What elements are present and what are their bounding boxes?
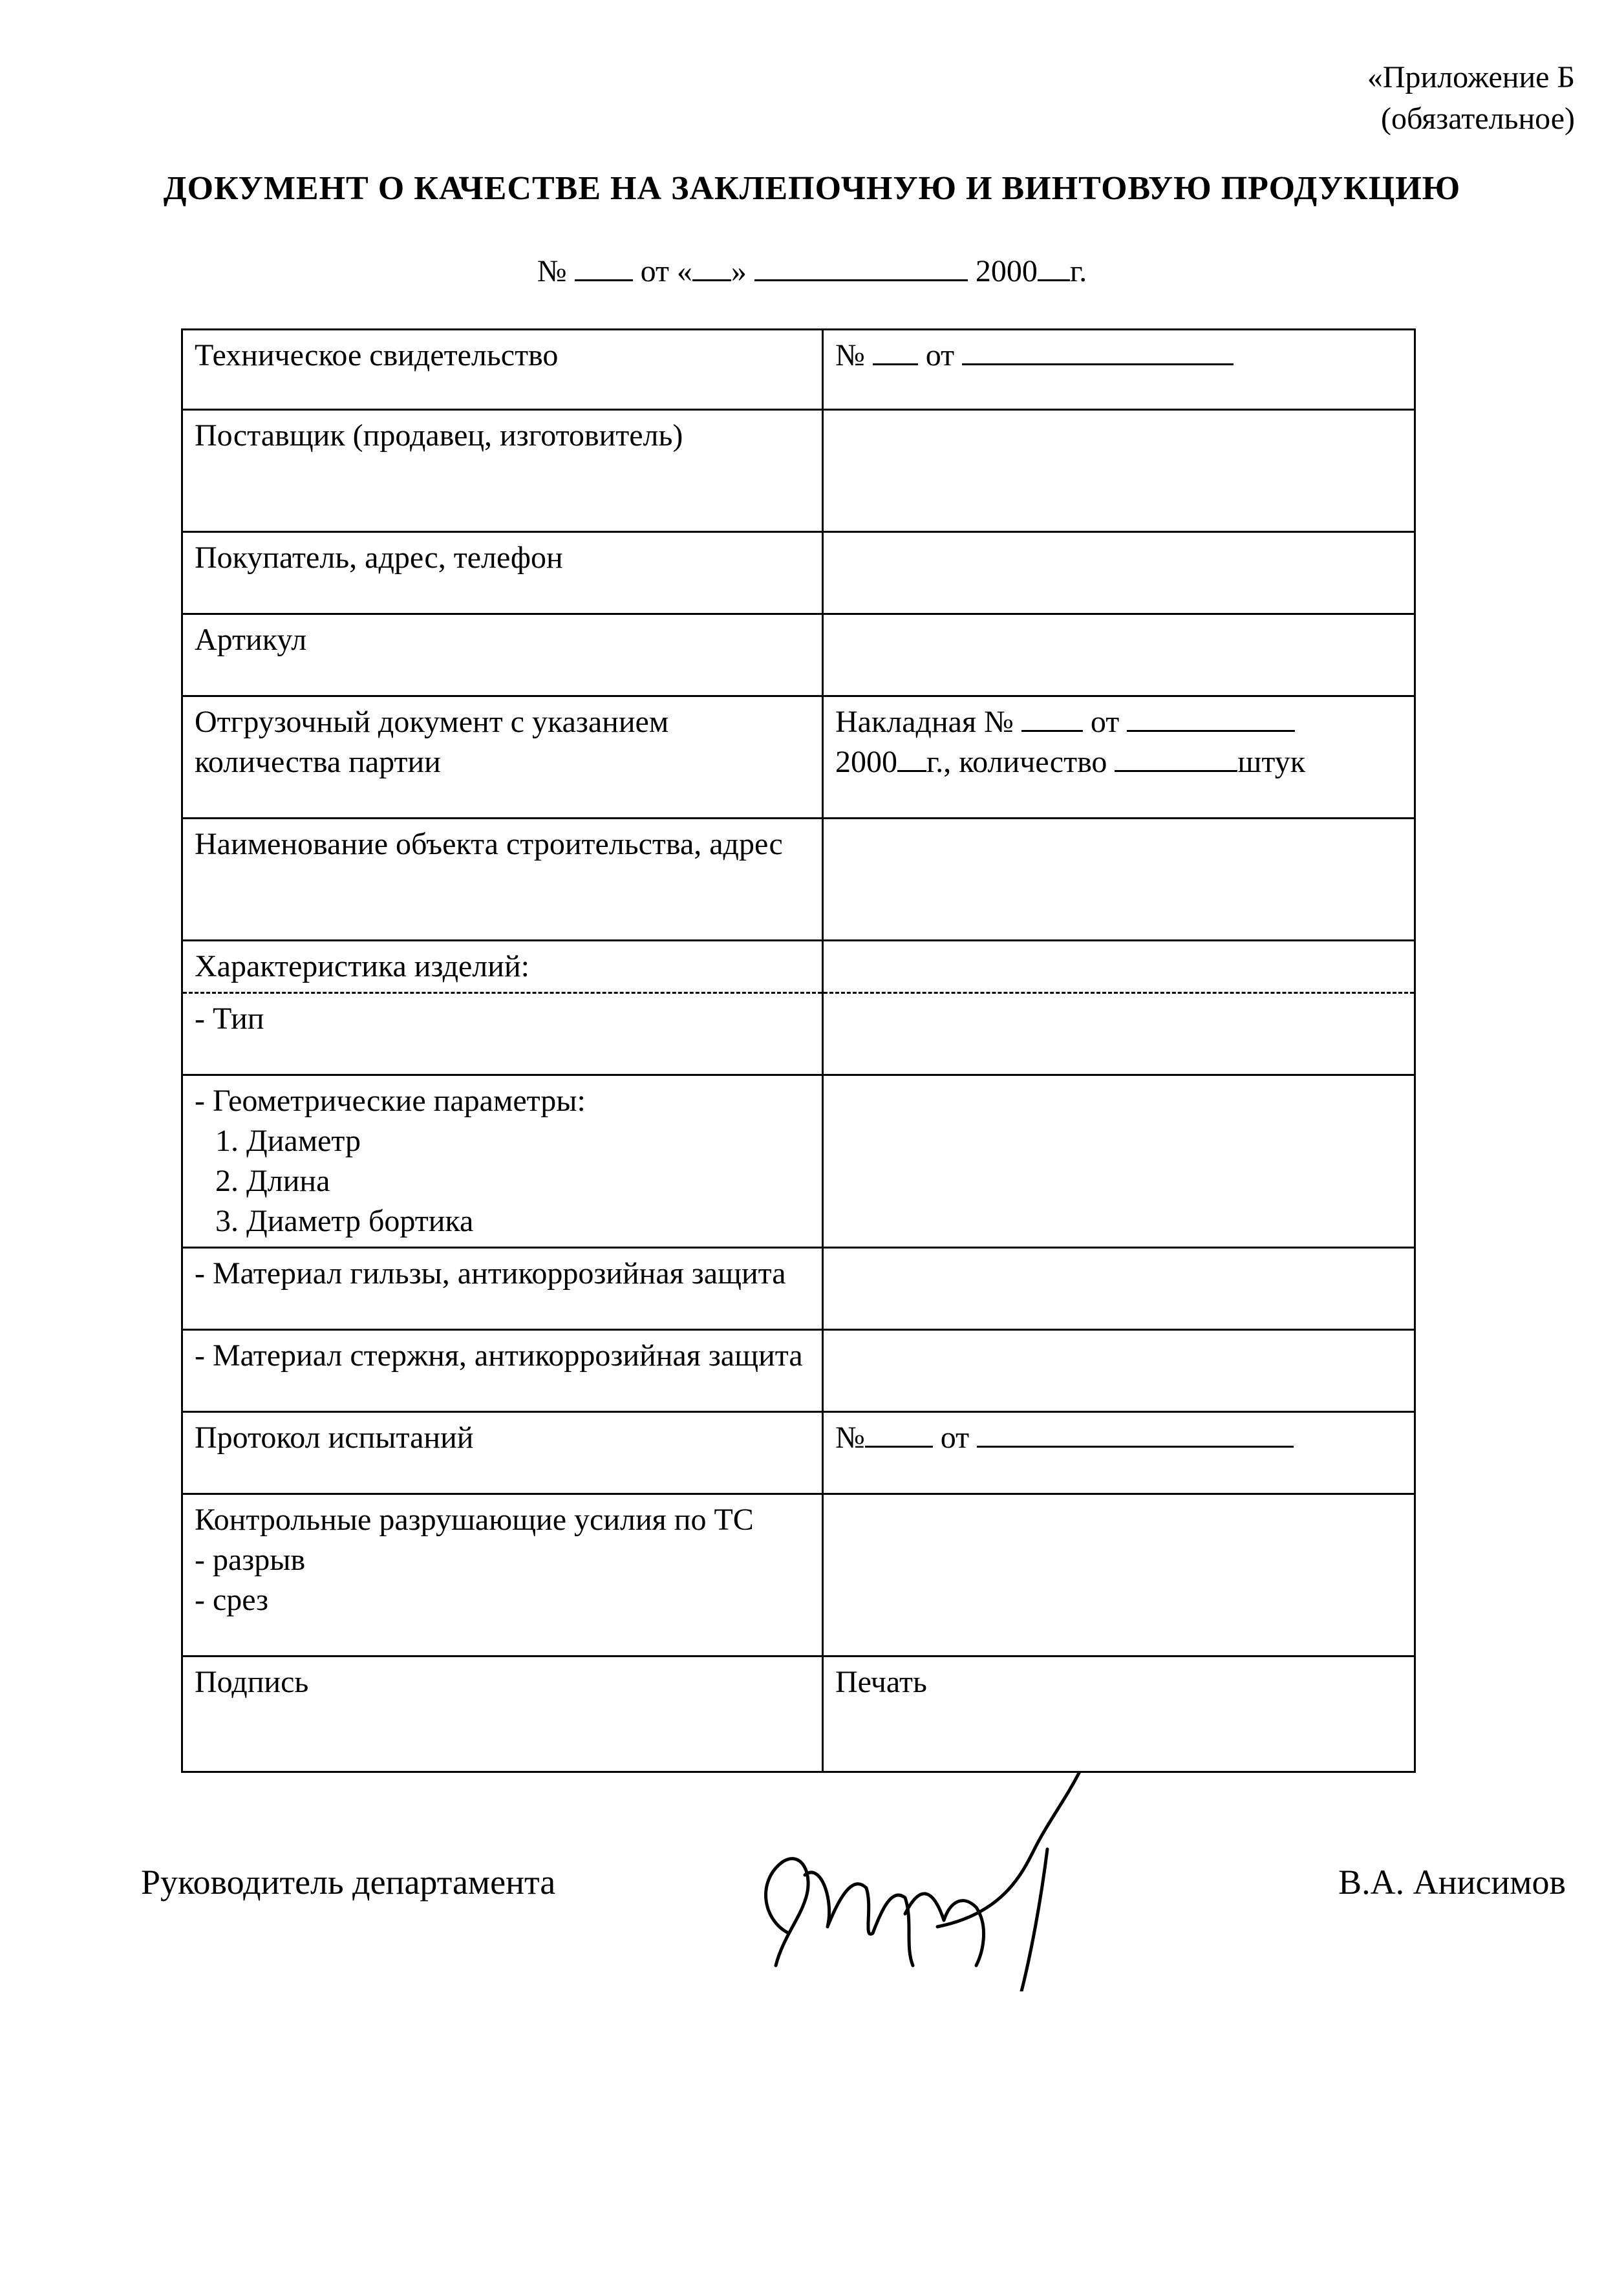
breaking-forces-cell xyxy=(182,1494,823,1656)
invoice-date-blank[interactable] xyxy=(1127,711,1295,732)
buyer-label: Покупатель, адрес, телефон xyxy=(182,532,823,614)
table-row xyxy=(182,1494,1415,1656)
tech-from-label: от xyxy=(925,338,955,372)
diameter-label: 1. Диаметр xyxy=(215,1124,361,1158)
number-blank[interactable] xyxy=(575,257,633,281)
construction-object-label: Наименование объекта строительства, адрес xyxy=(182,819,823,941)
type-value[interactable] xyxy=(823,993,1415,1075)
table-row xyxy=(182,993,1415,1075)
table-row xyxy=(182,1412,1415,1494)
invoice-year-blank[interactable] xyxy=(897,751,926,772)
annex-header xyxy=(1367,57,1575,140)
number-sign: № xyxy=(537,254,567,288)
supplier-label: Поставщик (продавец, изготовитель) xyxy=(182,410,823,532)
table-row xyxy=(182,819,1415,941)
month-blank[interactable] xyxy=(754,257,968,281)
breaking-forces-value[interactable] xyxy=(823,1494,1415,1656)
handwritten-signature xyxy=(743,1772,1106,1991)
signer-position: Руководитель департамента xyxy=(141,1863,556,1902)
protocol-no-blank[interactable] xyxy=(865,1426,933,1448)
table-row xyxy=(182,1656,1415,1772)
annex-label: «Приложение Б xyxy=(1367,60,1575,94)
quality-form-table xyxy=(181,328,1416,1773)
quantity-unit: штук xyxy=(1237,745,1306,779)
product-characteristics-value[interactable] xyxy=(823,941,1415,993)
date-quote-close: » xyxy=(731,254,747,288)
table-row xyxy=(182,410,1415,532)
protocol-from-label: от xyxy=(940,1420,970,1455)
stamp-label: Печать xyxy=(823,1656,1415,1772)
quantity-blank[interactable] xyxy=(1115,751,1237,772)
day-blank[interactable] xyxy=(692,257,731,281)
quantity-label: г., количество xyxy=(926,745,1107,779)
document-number-line xyxy=(0,253,1624,289)
date-from-label: от « xyxy=(640,254,692,288)
sleeve-material-label: - Материал гильзы, антикоррозийная защита xyxy=(182,1248,823,1330)
article-value[interactable] xyxy=(823,614,1415,696)
rod-material-label: - Материал стержня, антикоррозийная защита xyxy=(182,1330,823,1412)
invoice-year: 2000 xyxy=(835,745,897,779)
invoice-no-blank[interactable] xyxy=(1021,711,1083,732)
product-characteristics-label: Характеристика изделий: xyxy=(182,941,823,993)
document-title: ДОКУМЕНТ О КАЧЕСТВЕ НА ЗАКЛЕПОЧНУЮ И ВИНТОВУЮ ПРОДУКЦИЮ xyxy=(163,170,1461,207)
table-row xyxy=(182,532,1415,614)
geometric-parameters-value[interactable] xyxy=(823,1075,1415,1248)
tech-no-blank[interactable] xyxy=(873,344,918,365)
protocol-date-blank[interactable] xyxy=(977,1426,1294,1448)
year-suffix: г. xyxy=(1069,254,1087,288)
type-label: - Тип xyxy=(182,993,823,1075)
shear-label: - срез xyxy=(195,1583,269,1617)
table-row xyxy=(182,696,1415,819)
test-protocol-label: Протокол испытаний xyxy=(182,1412,823,1494)
tech-date-blank[interactable] xyxy=(962,344,1234,365)
year-blank[interactable] xyxy=(1038,257,1070,281)
table-row xyxy=(182,1075,1415,1248)
tech-certificate-label: Техническое свидетельство xyxy=(182,330,823,410)
buyer-value[interactable] xyxy=(823,532,1415,614)
flange-diameter-label: 3. Диаметр бортика xyxy=(215,1204,474,1238)
table-row xyxy=(182,941,1415,993)
protocol-no-sign: № xyxy=(835,1420,865,1455)
supplier-value[interactable] xyxy=(823,410,1415,532)
breaking-forces-label: Контрольные разрушающие усилия по ТС xyxy=(195,1503,754,1537)
tech-no-sign: № xyxy=(835,338,865,372)
annex-status: (обязательное) xyxy=(1381,102,1575,136)
invoice-label: Накладная № xyxy=(835,705,1014,739)
construction-object-value[interactable] xyxy=(823,819,1415,941)
article-label: Артикул xyxy=(182,614,823,696)
test-protocol-value[interactable] xyxy=(823,1412,1415,1494)
signer-name: В.А. Анисимов xyxy=(1338,1863,1566,1902)
table-row xyxy=(182,330,1415,410)
invoice-from-label: от xyxy=(1090,705,1120,739)
shipping-doc-label: Отгрузочный документ с указанием количества партии xyxy=(182,696,823,819)
rod-material-value[interactable] xyxy=(823,1330,1415,1412)
geometric-parameters-label: - Геометрические параметры: xyxy=(195,1084,586,1118)
year-label: 2000 xyxy=(975,254,1038,288)
length-label: 2. Длина xyxy=(215,1164,330,1198)
shipping-doc-value[interactable] xyxy=(823,696,1415,819)
table-row xyxy=(182,1248,1415,1330)
tension-label: - разрыв xyxy=(195,1543,306,1577)
geometric-parameters-cell xyxy=(182,1075,823,1248)
tech-certificate-value[interactable] xyxy=(823,330,1415,410)
signature-label: Подпись xyxy=(182,1656,823,1772)
table-row xyxy=(182,1330,1415,1412)
table-row xyxy=(182,614,1415,696)
sleeve-material-value[interactable] xyxy=(823,1248,1415,1330)
